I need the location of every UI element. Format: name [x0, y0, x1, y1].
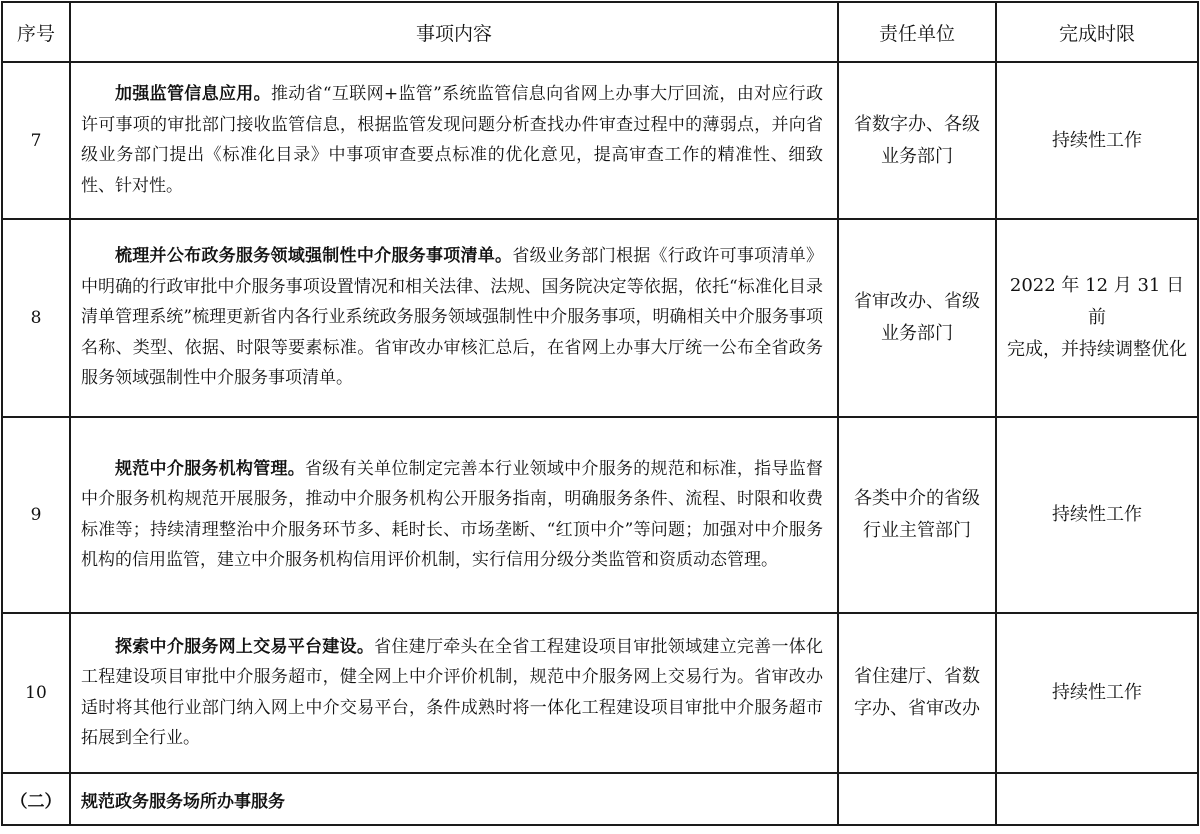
row-deadline-line: 2022 年 12 月 31 日前 [1009, 275, 1185, 328]
table-row [2, 417, 1198, 613]
section-title: 规范政务服务场所办事服务 [70, 773, 838, 825]
row-deadline-line: 持续性工作 [1052, 682, 1142, 703]
row-title: 规范中介服务机构管理。 [115, 458, 306, 479]
header-no: 序号 [2, 2, 70, 62]
row-deadline [996, 219, 1198, 417]
row-title: 梳理并公布政务服务领域强制性中介服务事项清单。 [115, 246, 513, 267]
row-unit-line: 省数字办、各级 [854, 113, 980, 135]
row-deadline [996, 417, 1198, 613]
row-body: 省级业务部门根据《行政许可事项清单》中明确的行政审批中介服务事项设置情况和相关法律、法规、国务院决定等依据，依托“标准化目录清单管理系统”梳理更新省内各行业系统政务服务领域强制性中介服务事项，明确相关中介服务事项名称、类型、依据、时限等要素标准。省审改办审核汇总后，在省网上办事大厅统一公布全省政务服务领域强制性中介服务事项清单。 [81, 246, 824, 389]
row-deadline-line: 持续性工作 [1052, 129, 1142, 151]
row-body: 省级有关单位制定完善本行业领域中介服务的规范和标准，指导监督中介服务机构规范开展服务，推动中介服务机构公开服务指南，明确服务条件、流程、时限和收费标准等；持续清理整治中介服务环节多、耗时长、市场垄断、“红顶中介”等问题；加强对中介服务机构的信用监管，建立中介服务机构信用评价机制，实行信用分级分类监管和资质动态管理。 [81, 458, 824, 570]
row-number: 7 [2, 62, 70, 219]
row-number: 10 [2, 613, 70, 773]
row-deadline [996, 62, 1198, 219]
row-title: 探索中介服务网上交易平台建设。 [115, 636, 375, 657]
empty-cell [838, 773, 996, 825]
row-title: 加强监管信息应用。 [115, 84, 271, 104]
row-body: 省住建厅牵头在全省工程建设项目审批领域建立完善一体化工程建设项目审批中介服务超市，健全网上中介评价机制，规范中介服务网上交易行为。省审改办适时将其他行业部门纳入网上中介交易平台，条件成熟时将一体化工程建设项目审批中介服务超市拓展到全行业。 [81, 636, 823, 748]
row-deadline-line: 完成，并持续调整优化 [1007, 339, 1187, 360]
row-body: 推动省“互联网+监管”系统监管信息向省网上办事大厅回流，由对应行政许可事项的审批部门接收监管信息，根据监管发现问题分析查找办件审查过程中的薄弱点，并向省级业务部门提出《标准化目录》中事项审查要点标准的优化意见，提高审查工作的精准性、细致性、针对性。 [81, 84, 824, 196]
table-header-row [2, 2, 1198, 62]
table-row [2, 62, 1198, 219]
row-unit-line: 省审改办、省级 [854, 291, 980, 312]
table-row [2, 613, 1198, 773]
header-deadline: 完成时限 [996, 2, 1198, 62]
row-unit-line: 字办、省审改办 [854, 698, 980, 719]
row-unit [838, 613, 996, 773]
row-number: 9 [2, 417, 70, 613]
row-unit [838, 62, 996, 219]
row-content [70, 613, 838, 773]
table-row [2, 219, 1198, 417]
empty-cell [996, 773, 1198, 825]
row-content [70, 62, 838, 219]
row-deadline-line: 持续性工作 [1052, 504, 1142, 525]
header-content: 事项内容 [70, 2, 838, 62]
row-unit-line: 业务部门 [881, 145, 953, 167]
row-unit [838, 417, 996, 613]
row-unit-line: 业务部门 [881, 323, 953, 344]
row-unit-line: 行业主管部门 [863, 520, 971, 541]
row-unit-line: 省住建厅、省数 [854, 666, 980, 687]
task-table [1, 1, 1199, 826]
header-unit: 责任单位 [838, 2, 996, 62]
section-row [2, 773, 1198, 825]
row-content [70, 417, 838, 613]
row-content [70, 219, 838, 417]
row-deadline [996, 613, 1198, 773]
section-label: （二） [2, 773, 70, 825]
row-unit-line: 各类中介的省级 [854, 488, 980, 509]
row-unit [838, 219, 996, 417]
row-number: 8 [2, 219, 70, 417]
